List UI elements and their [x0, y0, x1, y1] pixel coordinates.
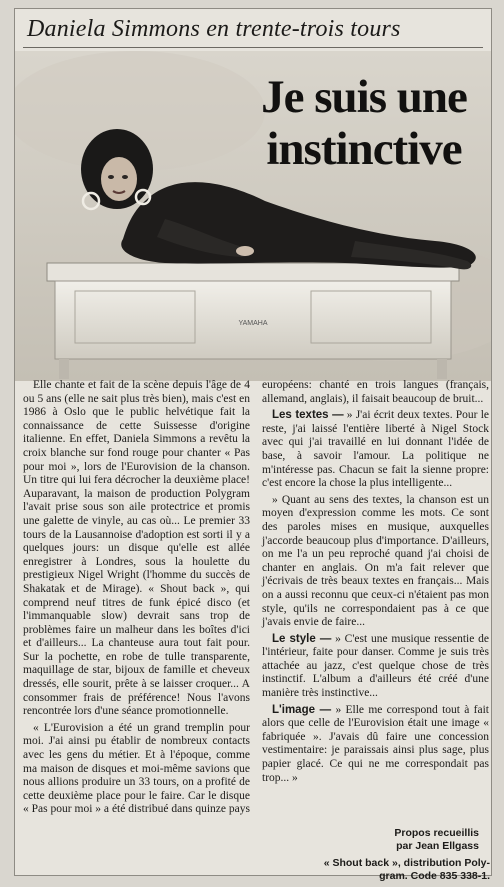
disc-line-1: « Shout back », distribution Poly- — [323, 857, 490, 869]
subhead-style: Le style — — [272, 632, 332, 645]
credit-line-2: par Jean Ellgass — [396, 840, 479, 852]
headline — [239, 71, 489, 175]
disc-info — [265, 857, 490, 882]
section-textes — [262, 409, 489, 491]
paragraph-intro: Elle chante et fait de la scène depuis l'âge de 4 ou 5 ans (elle ne sait plus très bien), mais c'est en 1986 à Oslo que le public helvétique fait la connaissance de cette Suissesse d'origine italienne. En effet, Daniela Simmons a revêtu la croix blanche sur fond rouge pour chanter « Pas pour moi », lors de l'Eurovision de la chanson. Un titre qui lui fera décrocher la deuxième place! Auparavant, la maison de production Polygram l'avait prise sous son aile protectrice et promis une galette de vinyle, au cas où... Le premier 33 tours de la Lausannoise d'adoption est sorti il y a quelques jours: un disque qu'elle est allée enregistrer à Londres, sous la houlette du prestigieux Nigel Wright (l'homme du succès de Shakatak et de Mirage). « Shout back », qui comprend neuf titres de funk épicé disco (et l'immanquable slow) devrait sans trop de problèmes faire un malheur dans les boîtes d'ici et d'ailleurs... La chanteuse aura tout fait pour. Sur la pochette, en robe de tulle transparente, maquillage de star, bijoux de famille et cheveux dressés, elle sourit, prête à se laisser croquer... A consommer frais de préférence! Nous l'avons rencontrée lors d'une séance promotionnelle. — [23, 379, 250, 718]
section-style — [262, 633, 489, 701]
disc-line-2: gram. Code 835 338-1. — [379, 869, 490, 882]
textes-text-2: » Quant au sens des textes, la chanson est un moyen d'expression comme les mots. Ce sont des paroles mises en musique, auxquelles j'accorde beaucoup plus d'importance. D'ailleurs, on me l'a un peu reproché quand j'ai choisi de chanter en anglais. On m'a fait relever que j'écrivais de très beaux textes en français... Mais on a aussi reconnu que ceux-ci n'étaient pas mon style, qu'ils ne correspondaient pas à ce que j'avais envie de faire... — [262, 493, 489, 629]
textes-text-1: » J'ai écrit deux textes. Pour le reste, j'ai laissé l'entière liberté à Nigel Stock avec qui j'ai travaillé en lui donnant l'idée de base, à savoir l'amour. La politique ne m'intéresse pas. Chacun se fait la sienne propre: c'est encore la chose la plus intelligente... — [262, 409, 489, 490]
paragraph-eurovision: « L'Eurovision a été un grand tremplin pour moi. J'ai ainsi pu établir de nombreux contacts avec les gens du métier. Et à l'époque, comme ma maison de disques et moi-même savions que nous allions produire un 33 tours, on a profité de cette deuxième place pour le faire. Car le disque « Pas pour moi » a été distribué dans quinze pays européens: chanté en trois langues (français, allemand, anglais), il faisait beaucoup de bruit... — [23, 379, 489, 816]
credit-line-1: Propos recueillis — [394, 827, 479, 839]
subhead-textes: Les textes — — [272, 409, 344, 422]
author-credit — [309, 827, 479, 853]
newspaper-clipping — [14, 8, 492, 882]
artist-photo — [15, 51, 491, 381]
article-body — [23, 379, 489, 819]
headline-line-2: instinctive — [266, 123, 462, 175]
image-text: » Elle me correspond tout à fait alors que celle de l'Eurovision était une image « fabriquée ». J'avais dû faire une concession vestimentaire: je paraissais ainsi plus sage, plus papier glacé. Ce qui ne me correspondait pas trop... » — [262, 703, 489, 784]
kicker-title: Daniela Simmons en trente-trois tours — [27, 16, 401, 42]
headline-line-1: Je suis une — [261, 71, 467, 123]
style-text: » C'est une musique ressentie de l'intérieur, faite pour danser. Comme je suis très attachée au jazz, c'est quelque chose de très instinctif. L'album a d'ailleurs été créé d'une manière très instinctive... — [262, 632, 489, 700]
section-image — [262, 704, 489, 786]
kicker-rule — [23, 47, 483, 48]
piano-brand: YAMAHA — [238, 320, 268, 327]
subhead-image: L'image — — [272, 703, 332, 716]
